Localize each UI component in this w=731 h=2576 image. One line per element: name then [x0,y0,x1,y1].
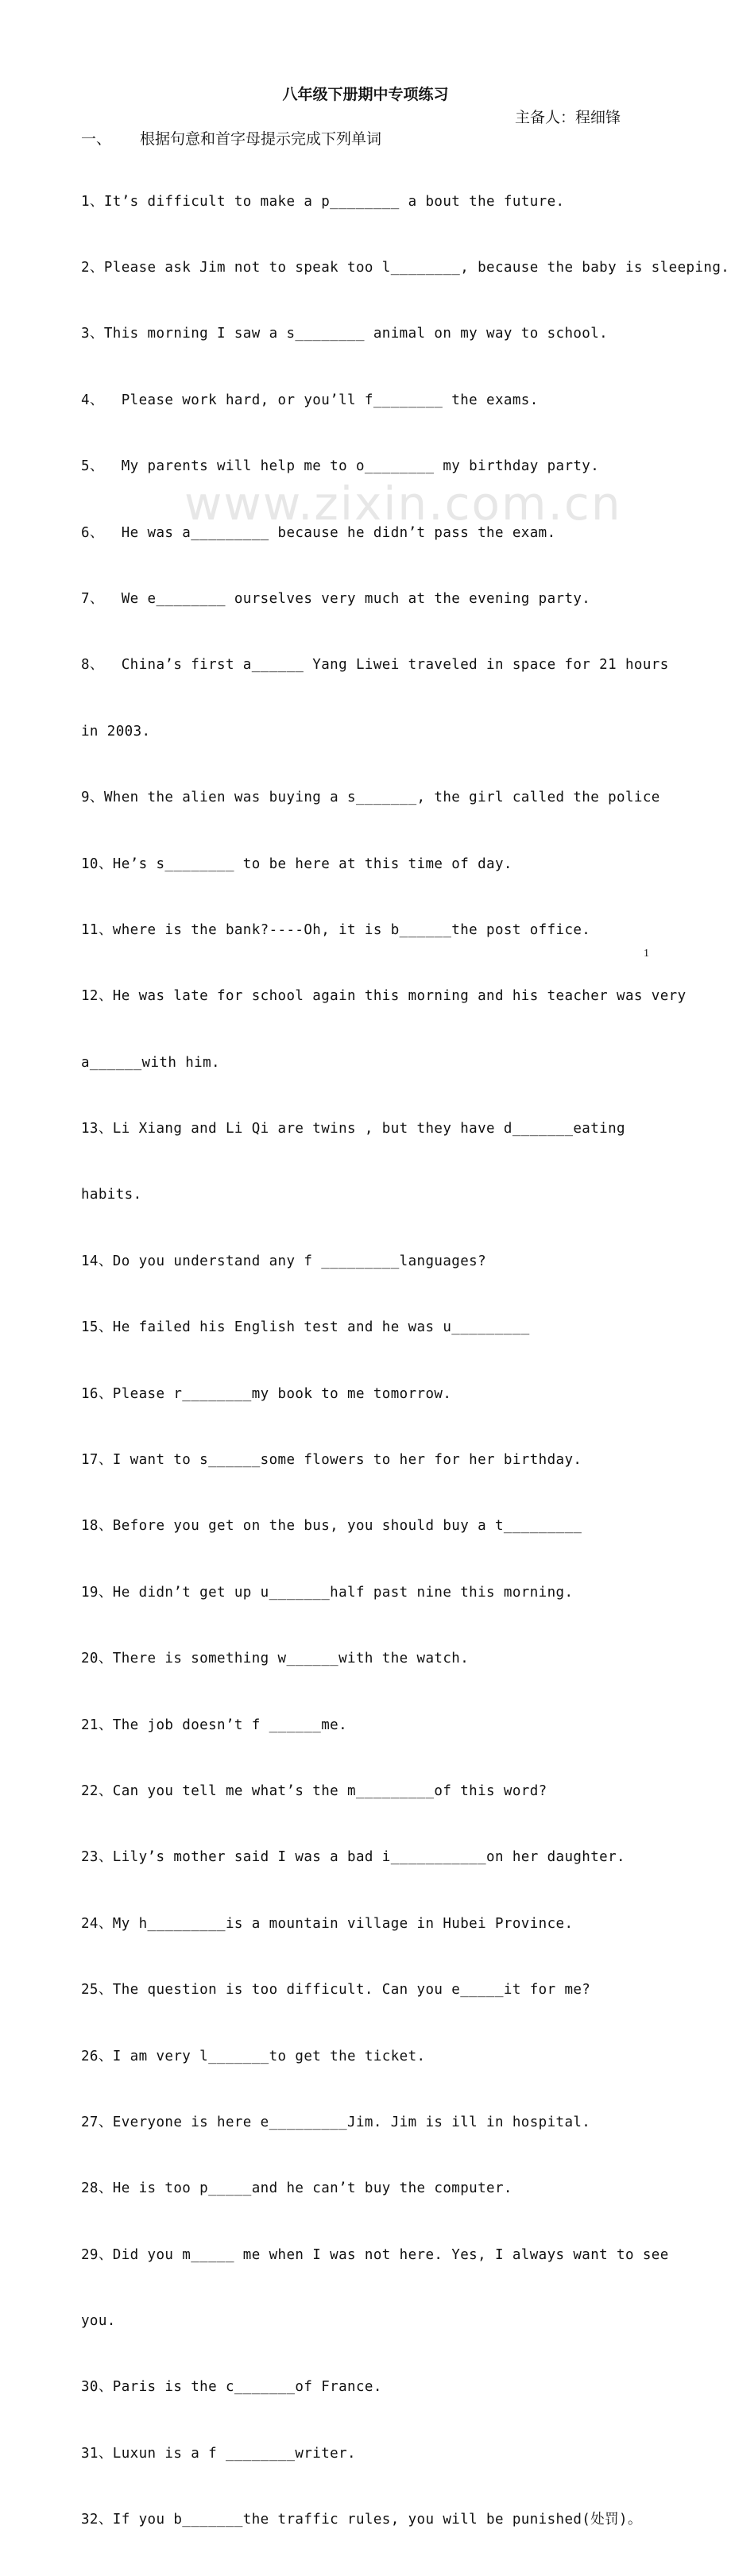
author-line: 主备人：程细锋 [515,109,621,126]
exercise-line: 3、This morning I saw a s________ animal on my way to school. [81,326,609,342]
exercise-line: 14、Do you understand any f _________languages? [81,1253,487,1269]
exercise-line: 30、Paris is the c_______of France. [81,2379,382,2396]
exercise-line: 1、It’s difficult to make a p________ a bout the future. [81,193,565,210]
exercise-line: 11、where is the bank?----Oh, it is b______the post office. [81,921,591,938]
exercise-line: 28、He is too p_____and he can’t buy the computer. [81,2180,512,2197]
section-heading [81,127,381,149]
exercise-line: 16、Please r________my book to me tomorrow. [81,1385,452,1402]
exercise-line: 10、He’s s________ to be here at this time of day. [81,855,512,872]
exercise-line: 17、I want to s______some flowers to her for her birthday. [81,1452,582,1469]
exercise-line: 13、Li Xiang and Li Qi are twins , but they have d_______eating [81,1121,625,1137]
exercise-line: you. [81,2313,116,2330]
exercise-line: 29、Did you m_____ me when I was not here. Yes, I always want to see [81,2246,669,2263]
exercise-line: 6、 He was a_________ because he didn’t pass the exam. [81,524,556,541]
section-instruction: 根据句意和首字母提示完成下列单词 [140,130,382,148]
exercise-line: 9、When the alien was buying a s_______, the girl called the police [81,790,660,806]
exercise-line: 23、Lily’s mother said I was a bad i___________on her daughter. [81,1849,625,1866]
exercise-line: 4、 Please work hard, or you’ll f________ the exams. [81,392,539,408]
exercise-line: 18、Before you get on the bus, you should buy a t_________ [81,1518,582,1535]
exercise-line: 25、The question is too difficult. Can you e_____it for me? [81,1982,591,1999]
section-number: 一、 [81,130,112,148]
exercise-line: in 2003. [81,723,151,740]
exercise-line: 2、Please ask Jim not to speak too l________, because the baby is sleeping. [81,259,730,276]
exercise-line: 26、I am very l_______to get the ticket. [81,2048,426,2064]
exercise-line: 8、 China’s first a______ Yang Liwei traveled in space for 21 hours [81,657,669,674]
exercise-line: a______with him. [81,1054,220,1071]
exercise-line: 32、If you b_______the traffic rules, you will be punished(处罚)。 [81,2512,642,2528]
page-title: 八年级下册期中专项练习 [282,86,449,103]
exercise-line: 27、Everyone is here e_________Jim. Jim is ill in hospital. [81,2114,591,2130]
exercise-line: 22、Can you tell me what’s the m_________of this word? [81,1782,547,1799]
exercise-line: 31、Luxun is a f ________writer. [81,2445,356,2462]
exercise-line: 21、The job doesn’t f ______me. [81,1717,348,1733]
exercise-line: 19、He didn’t get up u_______half past nine this morning. [81,1584,574,1601]
exercise-line: 12、He was late for school again this morning and his teacher was very [81,988,687,1005]
exercise-line: 24、My h_________is a mountain village in Hubei Province. [81,1915,574,1932]
exercise-line: 5、 My parents will help me to o________ my birthday party. [81,458,600,475]
watermark: www.zixin.com.cn [184,477,622,531]
exercise-line: 20、There is something w______with the watch. [81,1651,470,1667]
exercise-line: 15、He failed his English test and he was u_________ [81,1319,530,1336]
exercise-line: habits. [81,1187,142,1203]
exercise-line: 7、 We e________ ourselves very much at the evening party. [81,590,591,607]
page-number: 1 [644,948,649,960]
